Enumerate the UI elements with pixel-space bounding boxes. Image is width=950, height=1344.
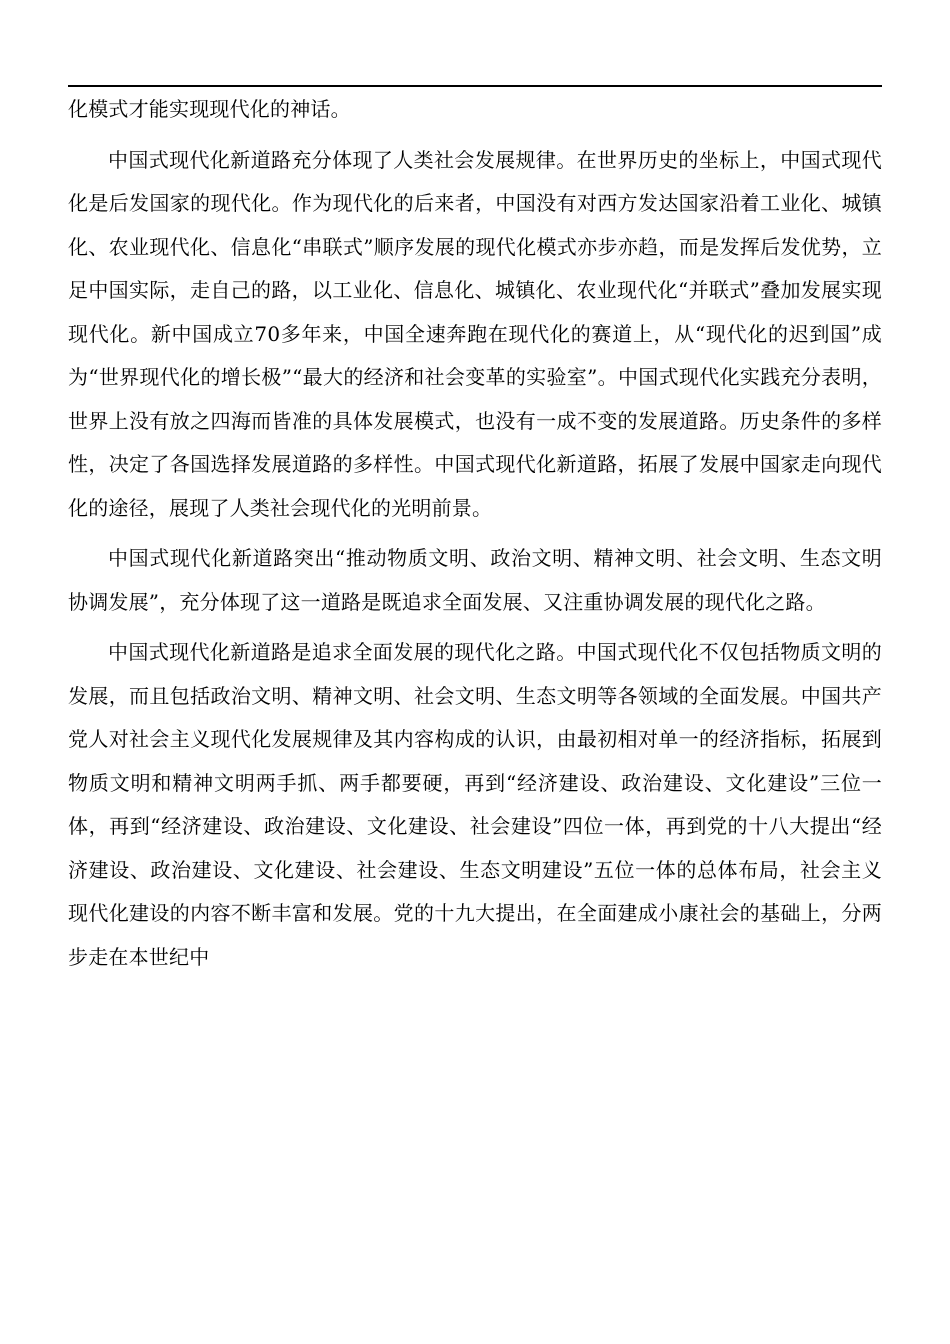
paragraph-development-law: 中国式现代化新道路充分体现了人类社会发展规律。在世界历史的坐标上，中国式现代化是后发国家的现代化。作为现代化的后来者，中国没有对西方发达国家沿着工业化、城镇化、农业现代化、信息化“串联式”顺序发展的现代化模式亦步亦趋，而是发挥后发优势，立足中国实际，走自己的路，以工业化、信息化、城镇化、农业现代化“并联式”叠加发展实现现代化。新中国成立70多年来，中国全速奔跑在现代化的赛道上，从“现代化的迟到国”成为“世界现代化的增长极”“最大的经济和社会变革的实验室”。中国式现代化实践充分表明，世界上没有放之四海而皆准的具体发展模式，也没有一成不变的发展道路。历史条件的多样性，决定了各国选择发展道路的多样性。中国式现代化新道路，拓展了发展中国家走向现代化的途径，展现了人类社会现代化的光明前景。 bbox=[68, 147, 882, 520]
paragraph-continuation: 化模式才能实现现代化的神话。 bbox=[68, 97, 351, 121]
header-rule bbox=[68, 85, 882, 87]
paragraph-comprehensive-development: 中国式现代化新道路是追求全面发展的现代化之路。中国式现代化不仅包括物质文明的发展，而且包括政治文明、精神文明、社会文明、生态文明等各领域的全面发展。中国共产党人对社会主义现代化发展规律及其内容构成的认识，由最初相对单一的经济指标，拓展到物质文明和精神文明两手抓、两手都要硬，再到“经济建设、政治建设、文化建设”三位一体，再到“经济建设、政治建设、文化建设、社会建设”四位一体，再到党的十八大提出“经济建设、政治建设、文化建设、社会建设、生态文明建设”五位一体的总体布局，社会主义现代化建设的内容不断丰富和发展。党的十九大提出，在全面建成小康社会的基础上，分两步走在本世纪中 bbox=[68, 640, 882, 969]
body-text bbox=[68, 88, 882, 979]
paragraph-coordinated-development: 中国式现代化新道路突出“推动物质文明、政治文明、精神文明、社会文明、生态文明协调发展”，充分体现了这一道路是既追求全面发展、又注重协调发展的现代化之路。 bbox=[68, 546, 882, 614]
